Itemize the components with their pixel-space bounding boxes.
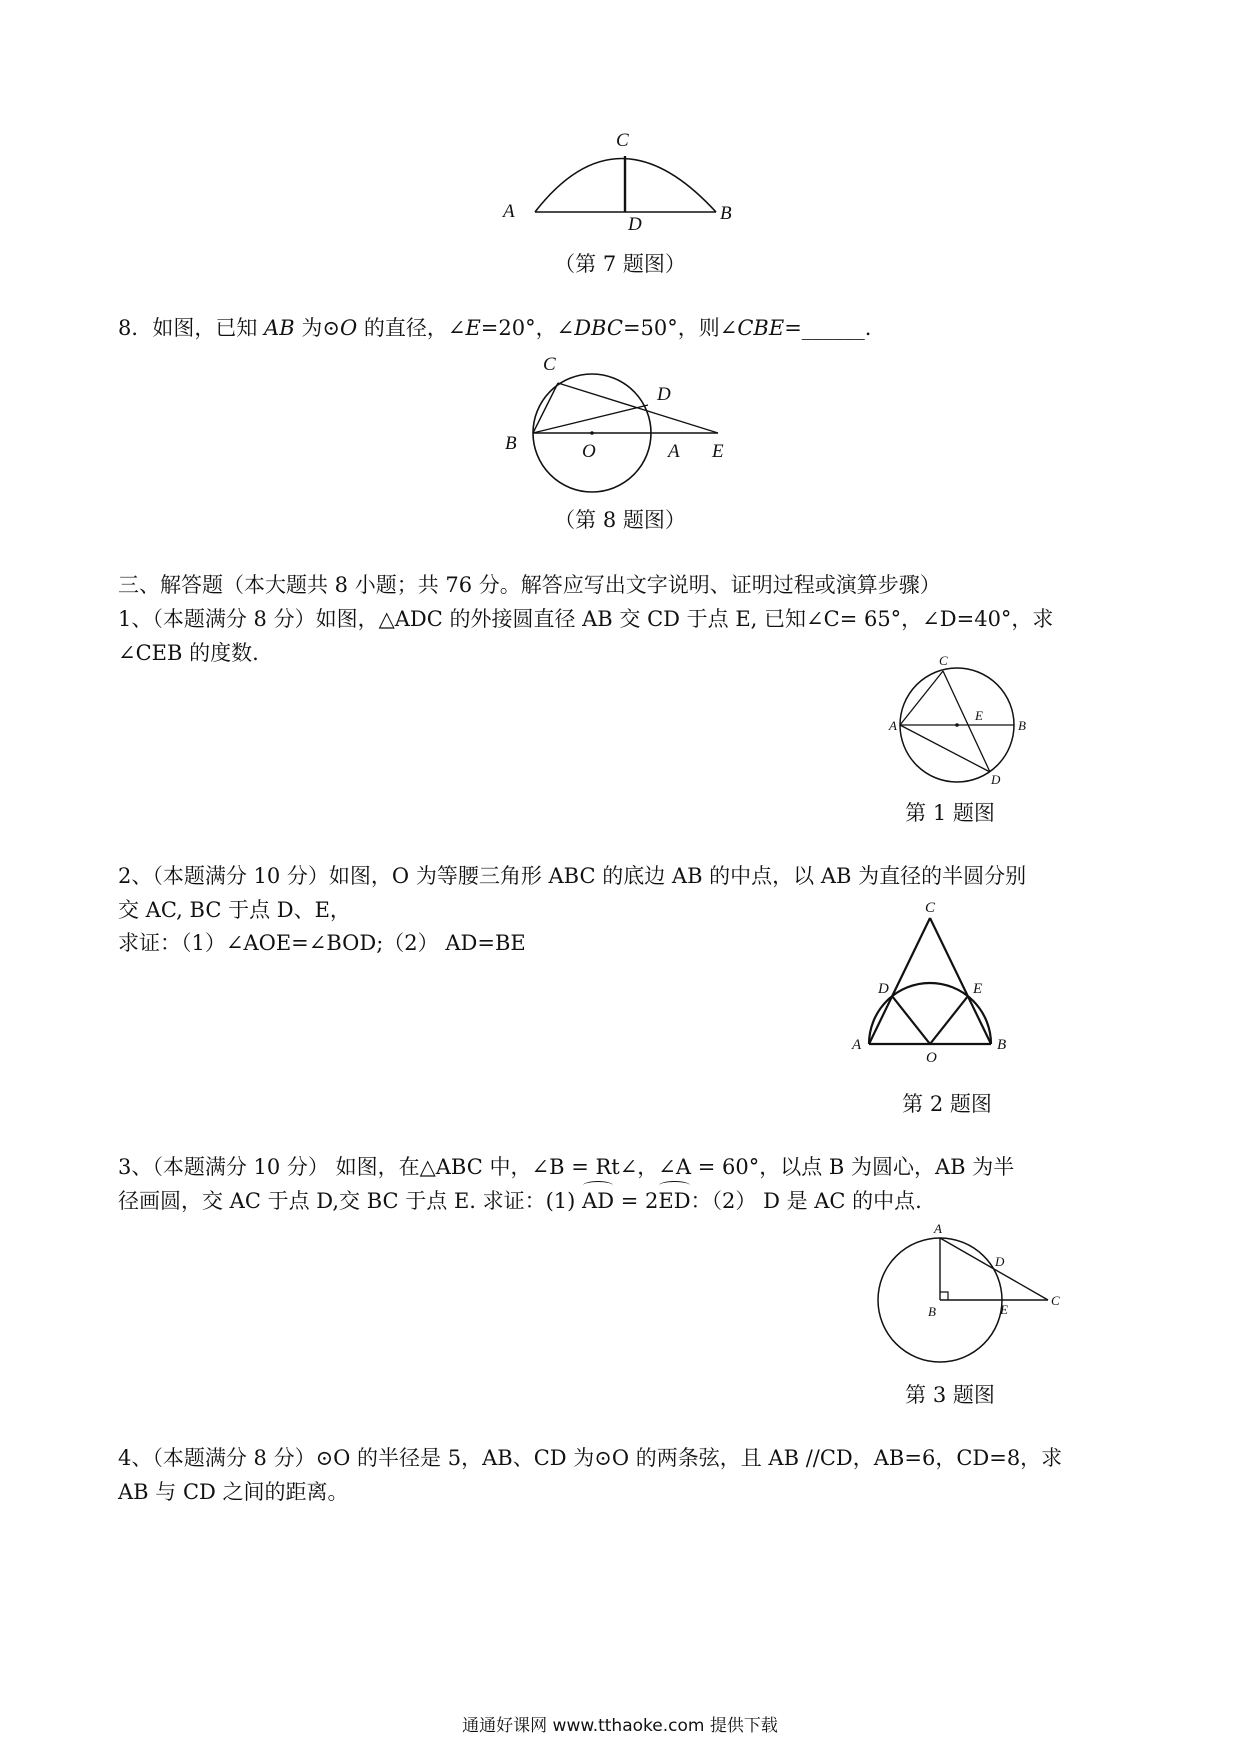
section-3-heading: 三、解答题（本大题共 8 小题；共 76 分。解答应写出文字说明、证明过程或演算步骤） <box>118 573 941 597</box>
fig7-label-c: C <box>616 130 629 151</box>
fig-p3-label-e: E <box>1000 1302 1008 1317</box>
arc-ad: AD <box>582 1186 614 1216</box>
problem-2-line-2: 交 AC, BC 于点 D、E， <box>118 898 351 922</box>
problem-4-line-1: 4、（本题满分 8 分）⊙O 的半径是 5，AB、CD 为⊙O 的两条弦，且 AB //CD，AB=6，CD=8，求 <box>118 1446 1063 1470</box>
fig7-caption: （第 7 题图） <box>554 252 686 276</box>
fig-p3-right-angle-mark <box>940 1292 948 1300</box>
fig-p2-caption: 第 2 题图 <box>902 1092 992 1116</box>
fig-p1-label-a: A <box>889 718 897 733</box>
fig-p2-label-a: A <box>852 1037 862 1053</box>
fig7-label-d: D <box>628 214 642 235</box>
fig-p2-label-o: O <box>926 1050 937 1066</box>
fig8-label-c: C <box>543 354 556 375</box>
fig8-label-b: B <box>505 433 517 454</box>
problem-4-line-2: AB 与 CD 之间的距离。 <box>118 1480 349 1504</box>
problem-2-line-1: 2、（本题满分 10 分）如图，O 为等腰三角形 ABC 的底边 AB 的中点，以 AB 为直径的半圆分别 <box>118 864 1027 888</box>
problem-2-line-3: 求证：（1）∠AOE=∠BOD;（2） AD=BE <box>118 931 526 955</box>
fig7-label-a: A <box>503 201 515 222</box>
problem-3-line-2: 径画圆，交 AC 于点 D,交 BC 于点 E. 求证：(1) AD = 2ED：（2） D 是 AC 的中点. <box>118 1186 922 1216</box>
fig-p2-label-d: D <box>878 981 889 997</box>
fig-p2-label-c: C <box>925 900 936 916</box>
fig8-label-e: E <box>712 441 724 462</box>
arc-ed: ED <box>658 1186 690 1216</box>
problem-1-line-1: 1、（本题满分 8 分）如图，△ADC 的外接圆直径 AB 交 CD 于点 E, 已知∠C= 65°，∠D=40°，求 <box>118 607 1054 631</box>
problem-1-line-2: ∠CEB 的度数. <box>118 641 259 665</box>
question-8: 8．如图，已知 AB 为⊙O 的直径，∠E=20°，∠DBC=50°，则∠CBE=______. <box>118 316 872 340</box>
fig8-label-a: A <box>668 441 680 462</box>
fig-p1-label-e: E <box>975 708 983 723</box>
fig7-label-b: B <box>720 203 732 224</box>
fig-p2-label-b: B <box>997 1037 1007 1053</box>
fig-p3-label-d: D <box>995 1254 1005 1269</box>
fig8-label-o: O <box>582 441 596 462</box>
fig-p1-label-d: D <box>991 772 1001 787</box>
fig-p1-label-b: B <box>1018 718 1026 733</box>
page-footer: 通通好课网 www.tthaoke.com 提供下载 <box>462 1716 778 1736</box>
fig-p1-caption: 第 1 题图 <box>905 801 995 825</box>
fig-p3-label-c: C <box>1051 1293 1060 1308</box>
fig-p3-label-b: B <box>928 1304 936 1319</box>
fig8-caption: （第 8 题图） <box>554 508 686 532</box>
fig-p3-label-a: A <box>934 1221 942 1236</box>
fig8-label-d: D <box>657 384 671 405</box>
fig-p1-label-c: C <box>939 653 948 668</box>
fig-p2-label-e: E <box>973 981 983 997</box>
problem-3-line-1: 3、（本题满分 10 分） 如图，在△ABC 中，∠B = Rt∠，∠A = 60°，以点 B 为圆心，AB 为半 <box>118 1155 1015 1179</box>
fig-p3-caption: 第 3 题图 <box>905 1383 995 1407</box>
fig-p3-line-ac <box>940 1238 1048 1300</box>
